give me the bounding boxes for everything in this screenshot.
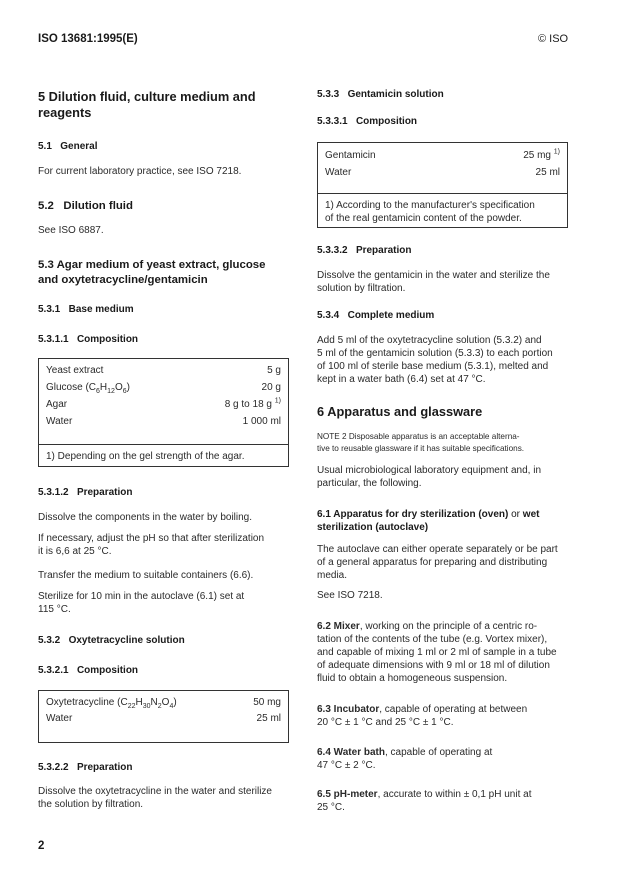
copyright-mark: © ISO — [538, 33, 569, 45]
section-6-1-heading: 6.1 Apparatus for dry sterilization (oven) or wet — [317, 509, 540, 520]
paragraph-line: Dissolve the oxytetracycline in the water and sterilize — [38, 786, 272, 797]
section-6-title: 6 Apparatus and glassware — [317, 404, 483, 419]
section-title: Composition — [76, 334, 139, 345]
paragraph-line: The autoclave can either operate separately or be part — [317, 544, 558, 555]
section-5-2-text: See ISO 6887. — [38, 225, 104, 236]
section-5-1-heading — [38, 140, 98, 153]
paragraph-line: solution by filtration. — [317, 283, 406, 294]
section-title: Preparation — [76, 762, 133, 773]
section-5-title-line2: reagents — [38, 105, 92, 120]
page-number: 2 — [38, 840, 45, 852]
paragraph-line: Sterilize for 10 min in the autoclave (6.1) set at — [38, 591, 245, 602]
composition-row — [46, 363, 281, 379]
section-5-1-text: For current laboratory practice, see ISO 7218. — [38, 166, 242, 177]
section-5-3-3-heading — [317, 88, 444, 101]
section-title: Composition — [355, 116, 418, 127]
ingredient-label: Agar — [46, 399, 68, 410]
section-title: Oxytetracycline solution — [68, 635, 185, 646]
base-medium-composition-table — [38, 358, 289, 467]
section-5-3-2-1-heading — [38, 664, 138, 677]
section-5-3-3-2-heading — [317, 244, 412, 257]
paragraph-line: fluid to obtain a homogeneous suspension. — [317, 673, 508, 684]
section-5-3-1-heading — [38, 303, 134, 316]
section-number: 5.3.4 — [317, 310, 340, 321]
paragraph: Dissolve the components in the water by boiling. — [38, 512, 253, 523]
paragraph: Transfer the medium to suitable containers (6.6). — [38, 570, 254, 581]
paragraph-line: Add 5 ml of the oxytetracycline solution (5.3.2) and — [317, 335, 542, 346]
paragraph-line: it is 6,6 at 25 °C. — [38, 546, 112, 557]
paragraph-line: particular, the following. — [317, 478, 422, 489]
section-5-3-1-1-heading — [38, 333, 138, 346]
ingredient-amount: 25 ml — [256, 713, 281, 724]
paragraph-line: 25 °C. — [317, 802, 345, 813]
section-number: 5.3.2.2 — [38, 762, 69, 773]
section-6-2-line: 6.2 Mixer, working on the principle of a centric ro- — [317, 621, 538, 632]
ingredient-amount: 1 000 ml — [242, 416, 281, 427]
section-title: General — [60, 141, 98, 152]
section-6-4-line: 6.4 Water bath, capable of operating at — [317, 747, 493, 758]
section-number: 5.3.2.1 — [38, 665, 69, 676]
ingredient-label: Water — [325, 167, 352, 178]
ingredient-amount: 20 g — [261, 382, 281, 393]
document-standard-id: ISO 13681:1995(E) — [38, 33, 138, 45]
table-divider — [39, 444, 288, 445]
section-5-title-line1: 5 Dilution fluid, culture medium and — [38, 89, 256, 104]
section-5-2-heading — [38, 199, 133, 214]
section-5-3-title-line2: and oxytetracycline/gentamicin — [38, 274, 208, 286]
section-title: Preparation — [355, 245, 412, 256]
ingredient-amount: 8 g to 18 g $^{1)}$ — [224, 397, 281, 410]
ingredient-amount: 25 mg $^{1)}$ — [523, 148, 560, 161]
paragraph-line: Usual microbiological laboratory equipment and, in — [317, 465, 542, 476]
composition-row — [46, 397, 281, 413]
ingredient-label: Yeast extract — [46, 365, 104, 376]
table-footnote-line: 1) According to the manufacturer's specification — [325, 200, 535, 211]
section-number: 5.3.1.2 — [38, 487, 69, 498]
section-5-3-1-2-heading — [38, 486, 133, 499]
table-footnote-line: of the real gentamicin content of the powder. — [325, 213, 522, 224]
composition-row — [46, 380, 281, 396]
section-title: Base medium — [68, 304, 134, 315]
paragraph-line: 115 °C. — [38, 604, 71, 615]
note-line: tive to reusable glassware if it has suitable specifications. — [317, 444, 525, 453]
paragraph-line: of a general apparatus for preparing and distributing — [317, 557, 548, 568]
section-number: 5.3.3.2 — [317, 245, 348, 256]
paragraph-line: media. — [317, 570, 348, 581]
section-6-5-line: 6.5 pH-meter, accurate to within ± 0,1 pH unit at — [317, 789, 532, 800]
ingredient-amount: 25 ml — [535, 167, 560, 178]
section-number: 5.3.1.1 — [38, 334, 69, 345]
paragraph-line: 47 °C ± 2 °C. — [317, 760, 376, 771]
section-number: 5.3.2 — [38, 635, 61, 646]
ingredient-label: Water — [46, 416, 73, 427]
ingredient-label: Gentamicin — [325, 150, 376, 161]
section-6-3-line: 6.3 Incubator, capable of operating at between — [317, 704, 528, 715]
section-title: Dilution fluid — [63, 200, 133, 212]
section-title: Preparation — [76, 487, 133, 498]
paragraph-line: If necessary, adjust the pH so that after sterilization — [38, 533, 265, 544]
section-number: 5.2 — [38, 200, 54, 212]
paragraph-line: tation of the contents of the tube (e.g. Vortex mixer), — [317, 634, 548, 645]
composition-row — [325, 165, 560, 181]
section-number: 5.3.1 — [38, 304, 61, 315]
paragraph-line: 5 ml of the gentamicin solution (5.3.3) to each portion — [317, 348, 553, 359]
oxytetracycline-composition-table — [38, 690, 289, 743]
ingredient-label: Water — [46, 713, 73, 724]
composition-row — [46, 414, 281, 430]
table-divider — [318, 193, 567, 194]
note-line: NOTE 2 Disposable apparatus is an acceptable alterna- — [317, 432, 520, 441]
paragraph-line: of 100 ml of sterile base medium (5.3.1), melted and — [317, 361, 549, 372]
composition-row — [325, 148, 560, 164]
section-5-3-4-heading — [317, 309, 434, 322]
section-number: 5.1 — [38, 141, 52, 152]
paragraph-line: 20 °C ± 1 °C and 25 °C ± 1 °C. — [317, 717, 454, 728]
gentamicin-composition-table — [317, 142, 568, 228]
ingredient-amount: 50 mg — [253, 697, 281, 708]
section-5-3-3-1-heading — [317, 115, 417, 128]
section-number: 5.3.3 — [317, 89, 340, 100]
paragraph-line: the solution by filtration. — [38, 799, 144, 810]
paragraph: See ISO 7218. — [317, 590, 383, 601]
section-5-3-title-line1: 5.3 Agar medium of yeast extract, glucose — [38, 259, 266, 271]
paragraph-line: of adequate dimensions with 9 ml or 18 ml of dilution — [317, 660, 550, 671]
ingredient-label: Oxytetracycline $(C_{22}H_{30}N_2O_4)$ — [46, 697, 177, 710]
ingredient-amount: 5 g — [267, 365, 281, 376]
section-number: 5.3.3.1 — [317, 116, 348, 127]
section-title: Composition — [76, 665, 139, 676]
paragraph-line: kept in a water bath (6.4) set at 47 °C. — [317, 374, 486, 385]
section-5-3-2-heading — [38, 634, 185, 647]
section-5-3-2-2-heading — [38, 761, 133, 774]
ingredient-label: Glucose $(C_6H_{12}O_6)$ — [46, 382, 130, 395]
paragraph-line: and capable of mixing 1 ml or 2 ml of sample in a tube — [317, 647, 557, 658]
section-6-1-heading-line2: sterilization (autoclave) — [317, 522, 429, 533]
paragraph-line: Dissolve the gentamicin in the water and sterilize the — [317, 270, 550, 281]
composition-row — [46, 711, 281, 727]
table-footnote: 1) Depending on the gel strength of the agar. — [46, 451, 245, 462]
section-title: Complete medium — [347, 310, 435, 321]
composition-row — [46, 695, 281, 711]
section-title: Gentamicin solution — [347, 89, 444, 100]
